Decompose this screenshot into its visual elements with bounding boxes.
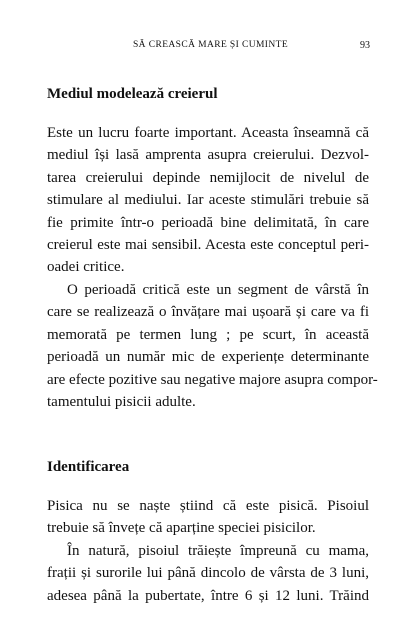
section-heading-identificarea: Identificarea <box>47 459 130 475</box>
text-line: tamentului pisicii adulte. <box>47 394 196 411</box>
text-line: are efecte pozitive sau negative majore asupra compor- <box>47 371 378 388</box>
text-line: oadei critice. <box>47 259 125 276</box>
text-line: creierul este mai sensibil. Acesta este conceptul peri- <box>47 237 369 254</box>
paragraph-identificarea-2 <box>47 540 369 607</box>
page-number: 93 <box>360 40 370 51</box>
text-line: Este un lucru foarte important. Aceasta înseamnă că <box>47 125 369 141</box>
text-line: În natură, pisoiul trăiește împreună cu mama, <box>67 543 369 559</box>
paragraph-mediul-1 <box>47 122 369 279</box>
text-line: perioadă un număr mic de experiențe determinante <box>47 349 369 366</box>
text-line: Pisica nu se naște știind că este pisică. Pisoiul <box>47 498 369 514</box>
text-line: memorată pe termen lung ; pe scurt, în această <box>47 326 369 343</box>
text-line: mediul își lasă amprenta asupra creierului. Dezvol- <box>47 147 369 164</box>
text-line: stimulare al mediului. Iar aceste stimulări trebuie să <box>47 192 369 209</box>
running-head: SĂ CREASCĂ MARE ȘI CUMINTE <box>133 40 289 50</box>
text-line: fie primite într-o perioadă bine delimitată, în care <box>47 214 369 231</box>
text-line: frații și surorile lui până dincolo de vârsta de 3 luni, <box>47 565 369 582</box>
paragraph-identificarea-1 <box>47 495 369 540</box>
text-line: adesea până la pubertate, între 6 și 12 luni. Trăind <box>47 587 369 604</box>
paragraph-mediul-2 <box>47 279 378 413</box>
text-line: O perioadă critică este un segment de vârstă în <box>67 282 369 298</box>
text-line: trebuie să învețe că aparține speciei pisicilor. <box>47 520 316 537</box>
text-line: care se realizează o învățare mai ușoară și care va fi <box>47 304 369 321</box>
section-heading-mediul: Mediul modelează creierul <box>47 86 218 102</box>
text-line: tarea creierului depinde nemijlocit de nivelul de <box>47 169 369 186</box>
